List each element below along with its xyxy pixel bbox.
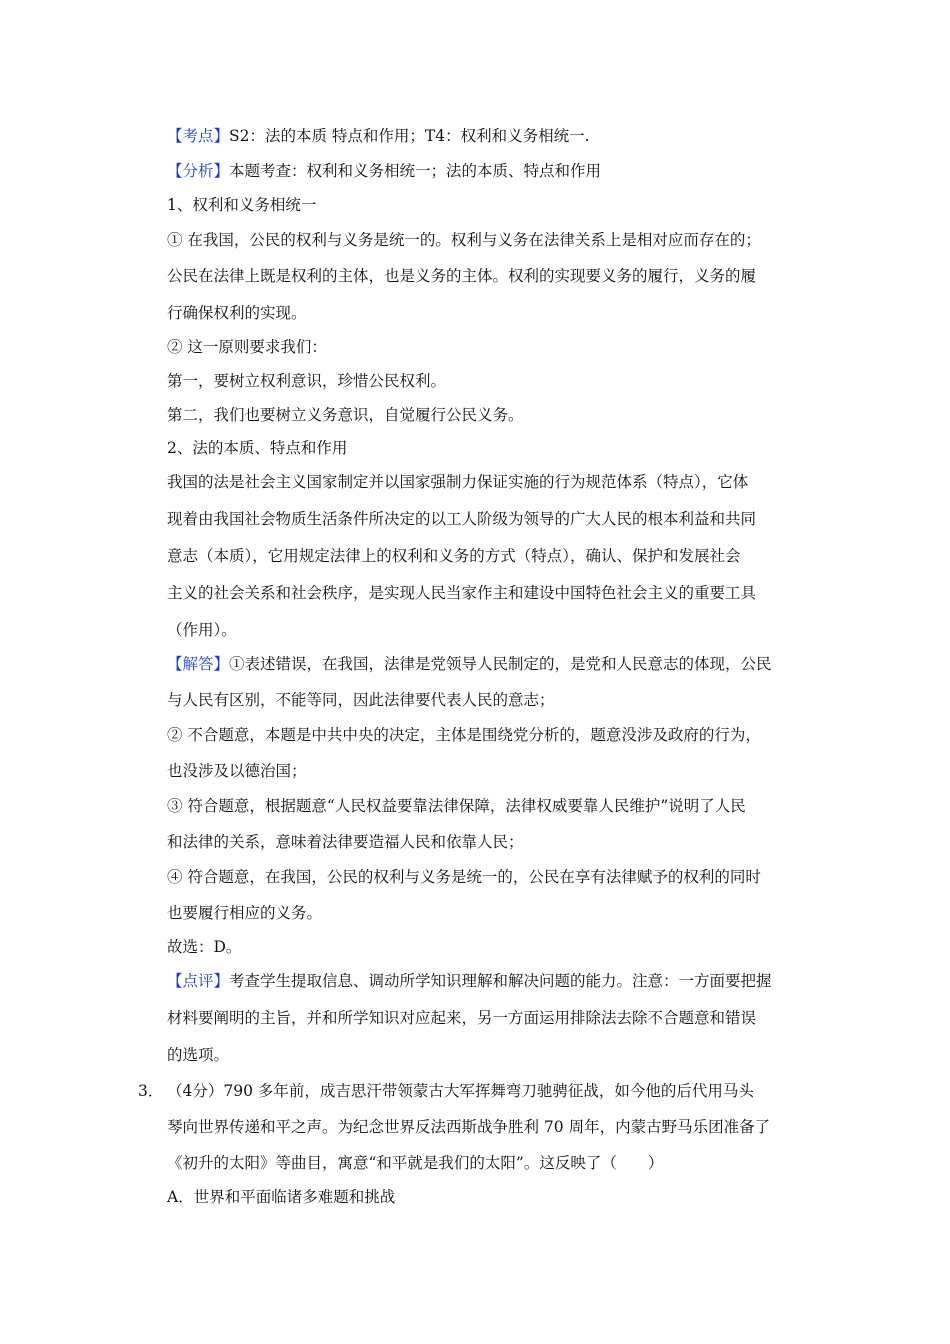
option-a[interactable]: A．世界和平面临诸多难题和挑战 [167, 1188, 396, 1206]
analysis-line: 意志（本质），它用规定法律上的权利和义务的方式（特点），确认、保护和发展社会 [167, 547, 741, 565]
analysis-line: 第一，要树立权利意识，珍惜公民权利。 [167, 372, 447, 390]
jieda-line: 也要履行相应的义务。 [167, 904, 323, 922]
jieda-answer: 故选：D。 [167, 938, 242, 956]
question-number: 3． [138, 1082, 164, 1100]
fenxi-text: 本题考查：权利和义务相统一；法的本质、特点和作用 [229, 162, 602, 180]
jieda-line: 与人民有区别，不能等同，因此法律要代表人民的意志； [167, 691, 555, 709]
analysis-line: 公民在法律上既是权利的主体，也是义务的主体。权利的实现要义务的履行，义务的履 [167, 267, 757, 285]
jieda-line: 也没涉及以德治国； [167, 762, 307, 780]
analysis-line: 主义的社会关系和社会秩序，是实现人民当家作主和建设中国特色社会主义的重要工具 [167, 584, 757, 602]
analysis-line: 行确保权利的实现。 [167, 304, 307, 322]
analysis-line: ② 这一原则要求我们： [167, 338, 327, 356]
analysis-line: ① 在我国，公民的权利与义务是统一的。权利与义务在法律关系上是相对应而存在的； [167, 231, 761, 249]
dianping-text: 考查学生提取信息、调动所学知识理解和解决问题的能力。注意：一方面要把握 [229, 972, 772, 990]
fenxi-tag: 【分析】 [167, 162, 230, 180]
dianping-tag: 【点评】 [167, 972, 230, 990]
dianping-line: 材料要阐明的主旨，并和所学知识对应起来，另一方面运用排除法去除不合题意和错误 [167, 1009, 757, 1027]
jieda-line: ② 不合题意，本题是中共中央的决定，主体是围绕党分析的，题意没涉及政府的行为， [167, 726, 761, 744]
analysis-line: 现着由我国社会物质生活条件所决定的以工人阶级为领导的广大人民的根本利益和共同 [167, 510, 757, 528]
analysis-line: 我国的法是社会主义国家制定并以国家强制力保证实施的行为规范体系（特点），它体 [167, 473, 749, 491]
analysis-line: 2、法的本质、特点和作用 [167, 439, 348, 457]
jieda-text: ①表述错误，在我国，法律是党领导人民制定的，是党和人民意志的体现，公民 [229, 655, 772, 673]
kaodian-line [167, 126, 817, 146]
question-line [138, 1081, 817, 1101]
jieda-tag: 【解答】 [167, 655, 230, 673]
kaodian-text: S2：法的本质 特点和作用；T4：权利和义务相统一. [229, 127, 590, 145]
kaodian-tag: 【考点】 [167, 127, 230, 145]
dianping-line: 的选项。 [167, 1046, 230, 1064]
analysis-line: （作用）。 [167, 621, 237, 639]
dianping-line [167, 971, 817, 991]
jieda-line: ③ 符合题意，根据题意“人民权益要靠法律保障，法律权威要靠人民维护”说明了人民 [167, 797, 746, 815]
question-text: （4分）790 多年前，成吉思汗带领蒙古大军挥舞弯刀驰骋征战，如今他的后代用马头 [167, 1082, 754, 1100]
analysis-line: 1、权利和义务相统一 [167, 196, 317, 214]
fenxi-line [167, 161, 817, 181]
jieda-line: 和法律的关系，意味着法律要造福人民和依靠人民； [167, 833, 524, 851]
analysis-line: 第二，我们也要树立义务意识，自觉履行公民义务。 [167, 406, 524, 424]
question-line: 《初升的太阳》等曲目，寓意“和平就是我们的太阳”。这反映了（ ） [167, 1154, 664, 1172]
question-line: 琴向世界传递和平之声。为纪念世界反法西斯战争胜利 70 周年，内蒙古野马乐团准备了 [167, 1118, 771, 1136]
jieda-line: ④ 符合题意，在我国，公民的权利与义务是统一的，公民在享有法律赋予的权利的同时 [167, 868, 761, 886]
jieda-line [167, 654, 817, 674]
